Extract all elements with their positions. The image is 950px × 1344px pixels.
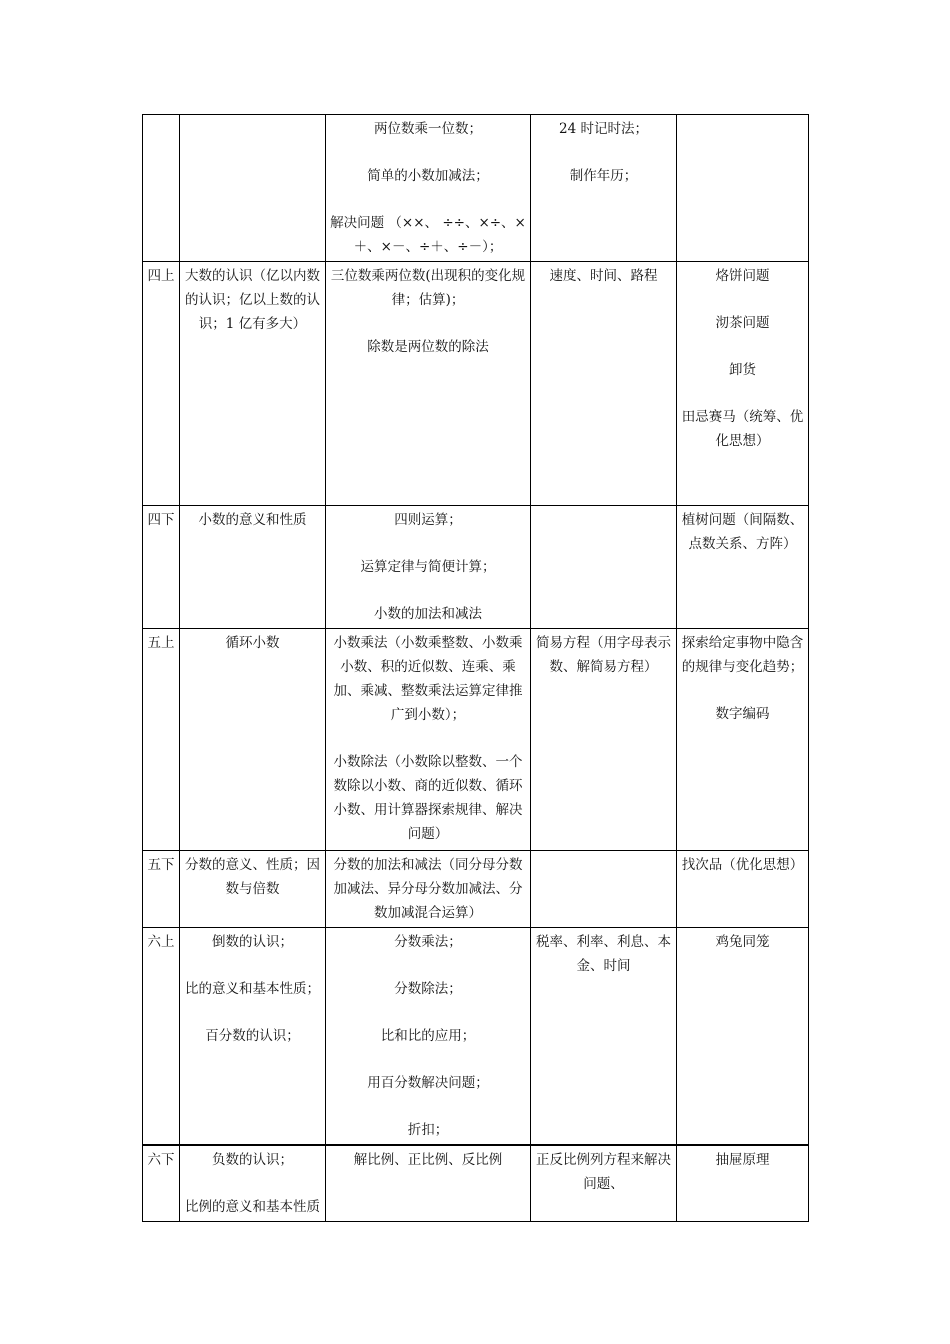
number-cell (180, 506, 326, 629)
table-row (143, 851, 809, 928)
practice-item: 卸货 (729, 362, 756, 378)
application-cell (531, 506, 677, 629)
practice-item: 烙饼问题 (715, 268, 770, 284)
number-cell (180, 629, 326, 851)
application-item: 税率、利率、利息、本金、时间 (536, 934, 671, 974)
calc-item: 小数乘法（小数乘整数、小数乘小数、积的近似数、连乘、乘加、乘减、整数乘法运算定律推广到小数）； (333, 635, 523, 723)
practice-item: 植树问题（间隔数、点数关系、方阵） (681, 512, 804, 552)
curriculum-table (142, 114, 809, 1222)
table-row (143, 928, 809, 1146)
practice-item: 抽屉原理 (715, 1152, 770, 1168)
application-item: 正反比例列方程来解决问题、 (536, 1152, 671, 1192)
calc-item: 解决问题 （××、 ÷÷、×÷、×＋、×－、÷＋、÷－）； (330, 215, 526, 255)
number-item: 分数的意义、性质；因数与倍数 (185, 857, 320, 897)
calc-item: 两位数乘一位数； (374, 121, 482, 137)
calc-cell (326, 262, 531, 506)
practice-cell (677, 629, 809, 851)
calc-item: 分数除法； (394, 981, 462, 997)
number-item: 比例的意义和基本性质 (185, 1199, 320, 1215)
number-cell (180, 1145, 326, 1222)
application-cell (531, 262, 677, 506)
table-body (143, 115, 809, 1222)
calc-item: 四则运算； (394, 512, 462, 528)
application-item: 简易方程（用字母表示数、解简易方程） (536, 635, 671, 675)
calc-item: 分数乘法； (394, 934, 462, 950)
grade-cell: 五上 (143, 629, 180, 851)
grade-cell (143, 115, 180, 262)
grade-cell: 六下 (143, 1145, 180, 1222)
practice-cell (677, 928, 809, 1146)
number-cell (180, 851, 326, 928)
grade-cell: 五下 (143, 851, 180, 928)
application-cell (531, 115, 677, 262)
calc-item: 小数的加法和减法 (374, 606, 482, 622)
grade-cell: 四上 (143, 262, 180, 506)
practice-item: 鸡兔同笼 (715, 934, 770, 950)
calc-item: 比和比的应用； (380, 1028, 476, 1044)
calc-cell (326, 506, 531, 629)
application-cell (531, 928, 677, 1146)
practice-item: 探索给定事物中隐含的规律与变化趋势； (681, 635, 804, 675)
calc-item: 小数除法（小数除以整数、一个数除以小数、商的近似数、循环小数、用计算器探索规律、解决问题） (333, 754, 523, 842)
number-item: 大数的认识（亿以内数的认识；亿以上数的认识；1 亿有多大） (185, 268, 320, 332)
calc-cell (326, 928, 531, 1146)
practice-item: 沏茶问题 (715, 315, 770, 331)
number-item: 比的意义和基本性质； (185, 981, 320, 997)
application-item: 制作年历； (569, 168, 638, 184)
practice-cell (677, 262, 809, 506)
calc-item: 除数是两位数的除法 (367, 339, 489, 355)
table-row (143, 629, 809, 851)
application-cell (531, 1145, 677, 1222)
number-item: 小数的意义和性质 (198, 512, 307, 528)
application-item: 24 时记时法； (559, 121, 648, 137)
application-cell (531, 629, 677, 851)
calc-item: 用百分数解决问题； (367, 1075, 489, 1091)
number-item: 倒数的认识； (212, 934, 293, 950)
number-cell (180, 115, 326, 262)
grade-cell: 四下 (143, 506, 180, 629)
calc-item: 折扣； (407, 1122, 449, 1138)
number-item: 百分数的认识； (205, 1028, 300, 1044)
number-item: 循环小数 (225, 635, 280, 651)
calc-item: 解比例、正比例、反比例 (353, 1152, 503, 1168)
number-cell (180, 262, 326, 506)
application-item: 速度、时间、路程 (549, 268, 658, 284)
calc-item: 运算定律与简便计算； (360, 559, 496, 575)
calc-cell (326, 1145, 531, 1222)
calc-cell (326, 629, 531, 851)
table-row (143, 1145, 809, 1222)
practice-cell (677, 1145, 809, 1222)
number-item: 负数的认识； (212, 1152, 293, 1168)
table-row (143, 115, 809, 262)
practice-item: 找次品（优化思想） (681, 857, 804, 873)
calc-cell (326, 851, 531, 928)
practice-cell (677, 506, 809, 629)
practice-item: 数字编码 (715, 706, 770, 722)
calc-item: 分数的加法和减法（同分母分数加减法、异分母分数加减法、分数加减混合运算） (333, 857, 523, 921)
table-row (143, 506, 809, 629)
practice-cell (677, 115, 809, 262)
grade-cell: 六上 (143, 928, 180, 1146)
application-cell (531, 851, 677, 928)
calc-cell (326, 115, 531, 262)
calc-item: 三位数乘两位数(出现积的变化规律；估算)； (330, 268, 526, 308)
number-cell (180, 928, 326, 1146)
calc-item: 简单的小数加减法； (367, 168, 489, 184)
table-row (143, 262, 809, 506)
practice-cell (677, 851, 809, 928)
practice-item: 田忌赛马（统筹、优化思想） (681, 409, 804, 449)
